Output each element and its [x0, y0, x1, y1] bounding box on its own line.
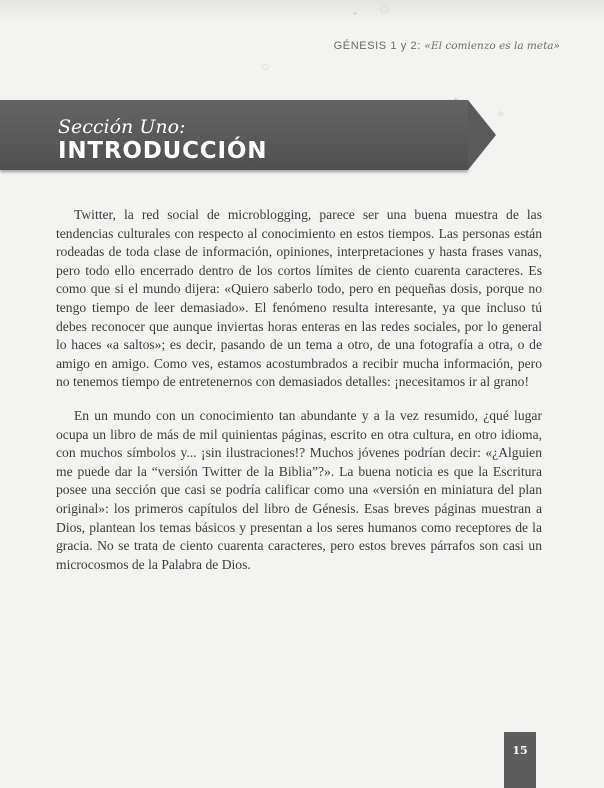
section-banner	[0, 100, 468, 170]
section-title: INTRODUCCIÓN	[58, 138, 268, 164]
page-number-tab	[504, 732, 536, 788]
decorative-sparkle-icon: ✧	[496, 108, 506, 121]
section-kicker: Sección Uno:	[58, 116, 186, 138]
decorative-circle-icon: ○	[262, 62, 269, 71]
decorative-sparkle-icon: ✦	[352, 10, 358, 18]
body-text	[56, 206, 542, 589]
paragraph: En un mundo con un conocimiento tan abundante y a la vez resumido, ¿qué lugar ocupa un libro de más de mil quinientas páginas, escrito en otra cultura, en otro idioma, con muchos símbolos y... ¡sin ilustraciones!? Muchos jóvenes podrían decir: «¿Alguien me puede dar la “versión Twitter de la Biblia”?». La buena noticia es que la Escritura posee una sección que casi se podría calificar como una «versión en miniatura del plan original»: los primeros capítulos del libro de Génesis. Esas breves páginas muestran a Dios, plantean los temas básicos y presentan a los seres humanos como receptores de la gracia. No se trata de ciento cuarenta caracteres, pero estos breves párrafos son casi un microcosmos de la Palabra de Dios.	[56, 407, 542, 572]
page-number: 15	[512, 744, 528, 757]
running-header	[334, 40, 560, 52]
running-header-chapter: GÉNESIS 1 y 2:	[333, 40, 421, 52]
paragraph: Twitter, la red social de microblogging, parece ser una buena muestra de las tendencias culturales con respecto al conocimiento en estos tiempos. Las personas están rodeadas de toda clase de información, opiniones, interpretaciones y hasta frases vanas, pero todo ello encerrado dentro de los cortos límites de ciento cuarenta caracteres. Es como que si el mundo dijera: «Quiero saberlo todo, pero en pequeñas dosis, porque no tengo tiempo de leer demasiado». El fenómeno resulta interesante, ya que incluso tú debes reconocer que aunque inviertas horas enteras en las redes sociales, por lo general lo haces «a saltos»; es decir, pasando de un tema a otro, de una fotografía a otra, o de amigo en amigo. Como ves, estamos acostumbrados a recibir mucha información, pero no tenemos tiempo de entretenernos con demasiados detalles: ¡necesitamos ir al grano!	[56, 207, 542, 390]
decorative-circle-icon: ○	[380, 4, 389, 15]
running-header-subtitle: «El comienzo es la meta»	[424, 40, 560, 52]
top-edge	[0, 0, 604, 22]
